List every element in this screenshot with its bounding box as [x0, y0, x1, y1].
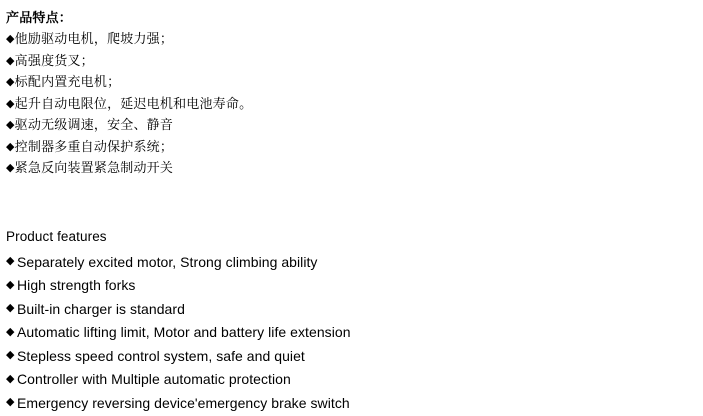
chinese-features-block [6, 8, 703, 180]
diamond-bullet-icon: ◆ [6, 396, 15, 408]
chinese-feature-text: 起升自动电限位，延迟电机和电池寿命。 [14, 95, 253, 111]
diamond-bullet-icon: ◆ [6, 33, 15, 45]
english-feature-item [6, 392, 703, 416]
chinese-feature-item [6, 72, 703, 94]
english-section-heading: Product features [6, 228, 107, 244]
diamond-bullet-icon: ◆ [6, 255, 15, 267]
diamond-bullet-icon: ◆ [6, 119, 15, 131]
chinese-feature-item [6, 29, 703, 51]
english-feature-item [6, 321, 703, 345]
chinese-feature-text: 高强度货叉； [14, 52, 94, 68]
chinese-feature-item [6, 115, 703, 137]
english-feature-item [6, 368, 703, 392]
chinese-feature-text: 紧急反向装置紧急制动开关 [14, 160, 174, 175]
chinese-feature-text: 驱动无级调速，安全、静音 [14, 117, 174, 132]
english-feature-item [6, 274, 703, 298]
english-feature-item [6, 251, 703, 275]
diamond-bullet-icon: ◆ [6, 162, 15, 174]
english-feature-text: Built-in charger is standard [17, 300, 185, 317]
chinese-feature-item [6, 137, 703, 159]
english-feature-item [6, 298, 703, 322]
diamond-bullet-icon: ◆ [6, 302, 15, 314]
chinese-feature-item [6, 158, 703, 180]
english-feature-text: Controller with Multiple automatic protection [17, 371, 291, 387]
diamond-bullet-icon: ◆ [6, 76, 15, 88]
diamond-bullet-icon: ◆ [6, 349, 15, 361]
chinese-feature-text: 标配内置充电机； [14, 74, 121, 89]
chinese-feature-text: 控制器多重自动保护系统； [14, 138, 174, 154]
english-feature-text: Emergency reversing device'emergency brake switch [17, 394, 350, 411]
chinese-section-title: 产品特点： [6, 10, 73, 25]
chinese-feature-text: 他励驱动电机，爬坡力强； [14, 31, 174, 46]
diamond-bullet-icon: ◆ [6, 97, 15, 110]
diamond-bullet-icon: ◆ [6, 278, 15, 291]
chinese-feature-item [6, 94, 703, 116]
english-feature-text: Automatic lifting limit, Motor and battery life extension [17, 324, 351, 340]
english-feature-text: Stepless speed control system, safe and quiet [17, 347, 305, 364]
english-features-block [6, 226, 703, 416]
diamond-bullet-icon: ◆ [6, 54, 15, 67]
english-feature-text: Separately excited motor, Strong climbing ability [17, 253, 318, 270]
diamond-bullet-icon: ◆ [6, 140, 15, 153]
diamond-bullet-icon: ◆ [6, 325, 15, 338]
english-feature-text: High strength forks [17, 277, 136, 293]
chinese-feature-item [6, 51, 703, 73]
section-spacer [6, 180, 703, 226]
english-feature-item [6, 345, 703, 369]
diamond-bullet-icon: ◆ [6, 372, 15, 385]
